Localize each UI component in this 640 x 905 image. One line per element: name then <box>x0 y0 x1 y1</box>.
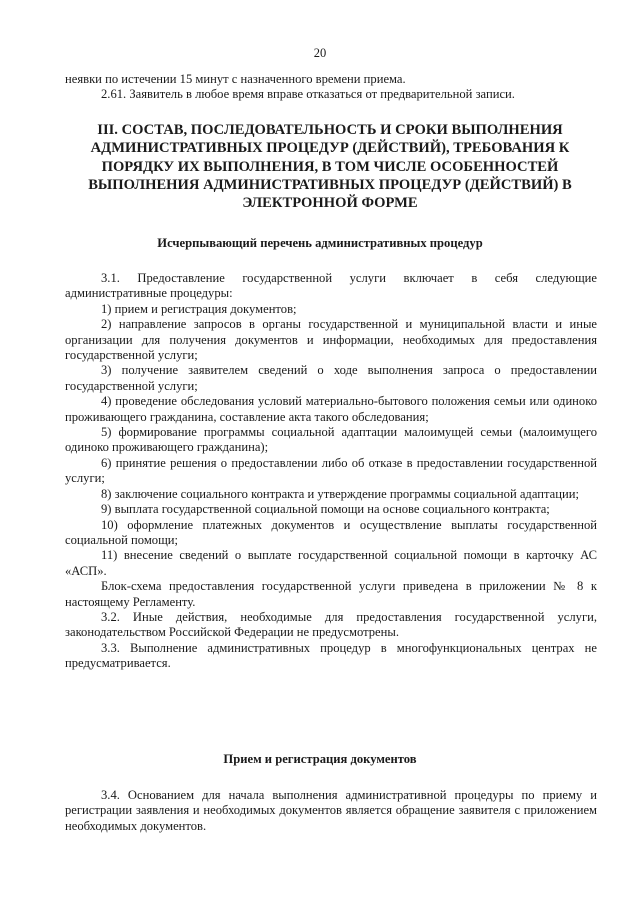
intro-block <box>65 72 597 103</box>
list-item: 1) прием и регистрация документов; <box>101 301 297 316</box>
list-item: 4) проведение обследования условий материально-бытового положения семьи или одиноко проживающего гражданина, составление акта такого обследования; <box>65 394 597 424</box>
subheading-procedures: Исчерпывающий перечень административных процедур <box>157 236 483 250</box>
list-item: 3) получение заявителем сведений о ходе выполнения запроса о предоставлении государственной услуги; <box>65 363 597 393</box>
list-item: 6) принятие решения о предоставлении либо об отказе в предоставлении государственной услуги; <box>65 455 597 486</box>
subheading-reception: Прием и регистрация документов <box>223 752 417 766</box>
paragraph: 3.4. Основанием для начала выполнения административной процедуры по приему и регистрации заявления и необходимых документов является обращение заявителя с приложением необходимых документов. <box>65 788 597 833</box>
page-number: 20 <box>313 46 327 60</box>
intro-line-2: 2.61. Заявитель в любое время вправе отказаться от предварительной записи. <box>101 87 515 102</box>
paragraph: 3.2. Иные действия, необходимые для предоставления государственной услуги, законодательством Российской Федерации не предусмотрены. <box>65 609 597 640</box>
list-item: 11) внесение сведений о выплате государственной социальной помощи в карточку АС «АСП». <box>65 548 597 578</box>
list-item: 5) формирование программы социальной адаптации малоимущей семьи (малоимущего одиноко проживающего гражданина); <box>65 425 597 455</box>
list-item: 8) заключение социального контракта и утверждение программы социальной адаптации; <box>101 486 579 501</box>
reception-block <box>65 788 597 834</box>
list-item: 2) направление запросов в органы государственной и муниципальной власти и иные организации для получения документов и информации, необходимых для предоставления государственной услуги; <box>65 317 597 363</box>
procedures-list <box>65 271 597 672</box>
section-heading: III. СОСТАВ, ПОСЛЕДОВАТЕЛЬНОСТЬ И СРОКИ ВЫПОЛНЕНИЯ АДМИНИСТРАТИВНЫХ ПРОЦЕДУР (ДЕЙСТВИЙ), ТРЕБОВАНИЯ К ПОРЯДКУ ИХ ВЫПОЛНЕНИЯ, В ТОМ ЧИСЛЕ ОСОБЕННОСТЕЙ ВЫПОЛНЕНИЯ АДМИНИСТРАТИВНЫХ ПРОЦЕДУР (ДЕЙСТВИЙ) В ЭЛЕКТРОННОЙ ФОРМЕ <box>88 122 572 212</box>
paragraph: 3.1. Предоставление государственной услуги включает в себя следующие административные процедуры: <box>65 271 597 301</box>
list-item: 10) оформление платежных документов и осуществление выплаты государственной социальной помощи; <box>65 517 597 547</box>
paragraph: 3.3. Выполнение административных процедур в многофункциональных центрах не предусматривается. <box>65 640 597 671</box>
paragraph: Блок-схема предоставления государственной услуги приведена в приложении № 8 к настоящему Регламенту. <box>65 579 597 609</box>
list-item: 9) выплата государственной социальной помощи на основе социального контракта; <box>101 502 550 517</box>
intro-line-1: неявки по истечении 15 минут с назначенного времени приема. <box>65 72 406 86</box>
